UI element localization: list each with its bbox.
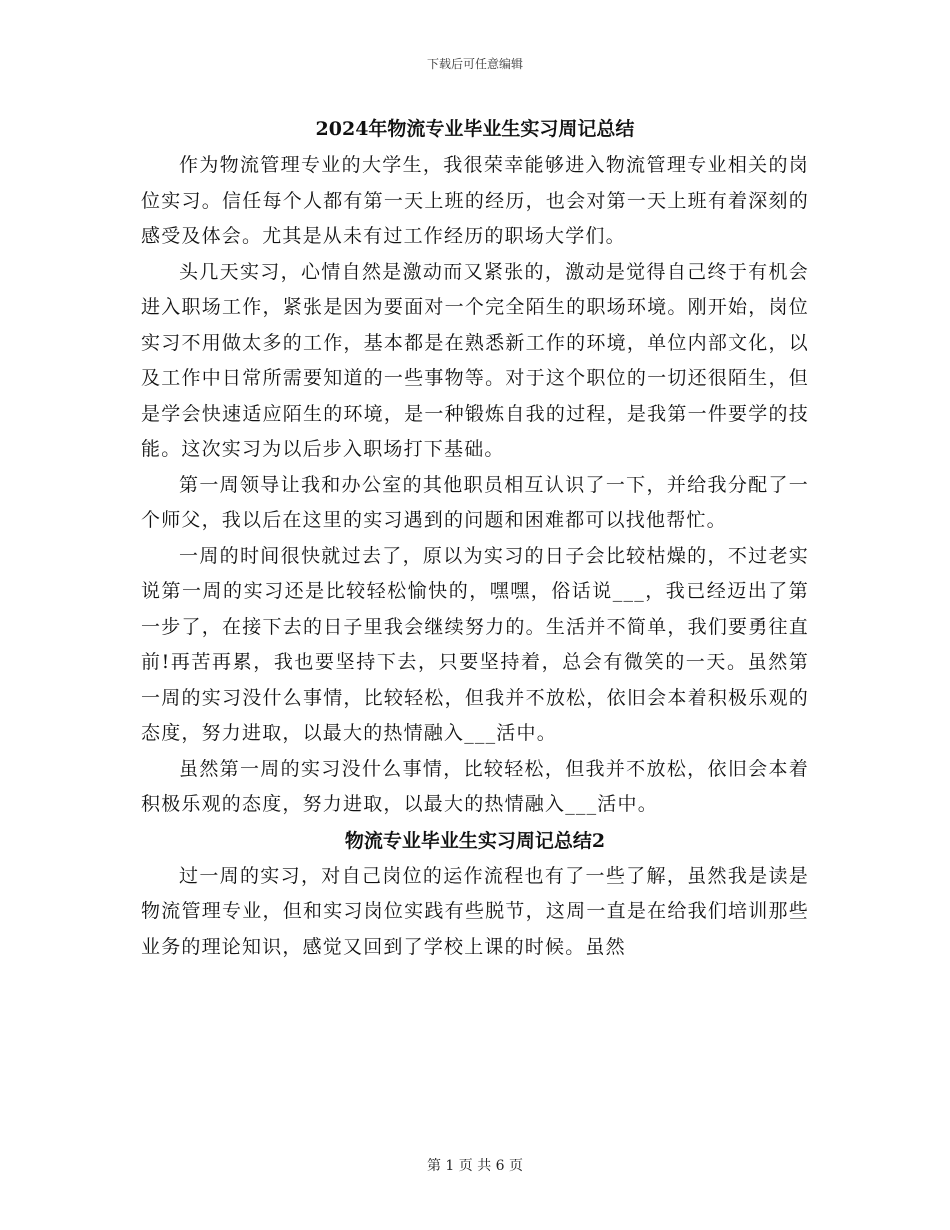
paragraph: 过一周的实习，对自己岗位的运作流程也有了一些了解，虽然我是读是物流管理专业，但和实习岗位实践有些脱节，这周一直是在给我们培训那些业务的理论知识，感觉又回到了学校上课的时候。虽然 — [141, 864, 809, 958]
paragraph: 虽然第一周的实习没什么事情，比较轻松，但我并不放松，依旧会本着积极乐观的态度，努力进取，以最大的热情融入___活中。 — [141, 757, 809, 815]
document-body — [141, 110, 809, 965]
paragraph: 一周的时间很快就过去了，原以为实习的日子会比较枯燥的，不过老实说第一周的实习还是比较轻松愉快的，嘿嘿，俗话说___，我已经迈出了第一步了，在接下去的日子里我会继续努力的。生活并不简单，我们要勇往直前!再苦再累，我也要坚持下去，只要坚持着，总会有微笑的一天。虽然第一周的实习没什么事情，比较轻松，但我并不放松，依旧会本着积极乐观的态度，努力进取，以最大的热情融入___活中。 — [141, 544, 809, 744]
document-title: 2024年物流专业毕业生实习周记总结 — [315, 118, 635, 140]
header-note: 下载后可任意编辑 — [426, 57, 523, 71]
paragraph: 头几天实习，心情自然是激动而又紧张的，激动是觉得自己终于有机会进入职场工作，紧张是因为要面对一个完全陌生的职场环境。刚开始，岗位实习不用做太多的工作，基本都是在熟悉新工作的环境，单位内部文化，以及工作中日常所需要知道的一些事物等。对于这个职位的一切还很陌生，但是学会快速适应陌生的环境，是一种锻炼自我的过程，是我第一件要学的技能。这次实习为以后步入职场打下基础。 — [141, 260, 809, 460]
section-title: 物流专业毕业生实习周记总结2 — [344, 829, 606, 852]
paragraph: 第一周领导让我和办公室的其他职员相互认识了一下，并给我分配了一个师父，我以后在这里的实习遇到的问题和困难都可以找他帮忙。 — [141, 473, 809, 531]
paragraph: 作为物流管理专业的大学生，我很荣幸能够进入物流管理专业相关的岗位实习。信任每个人都有第一天上班的经历，也会对第一天上班有着深刻的感受及体会。尤其是从未有过工作经历的职场大学们。 — [141, 154, 809, 247]
page-footer: 第 1 页 共 6 页 — [426, 1158, 524, 1174]
